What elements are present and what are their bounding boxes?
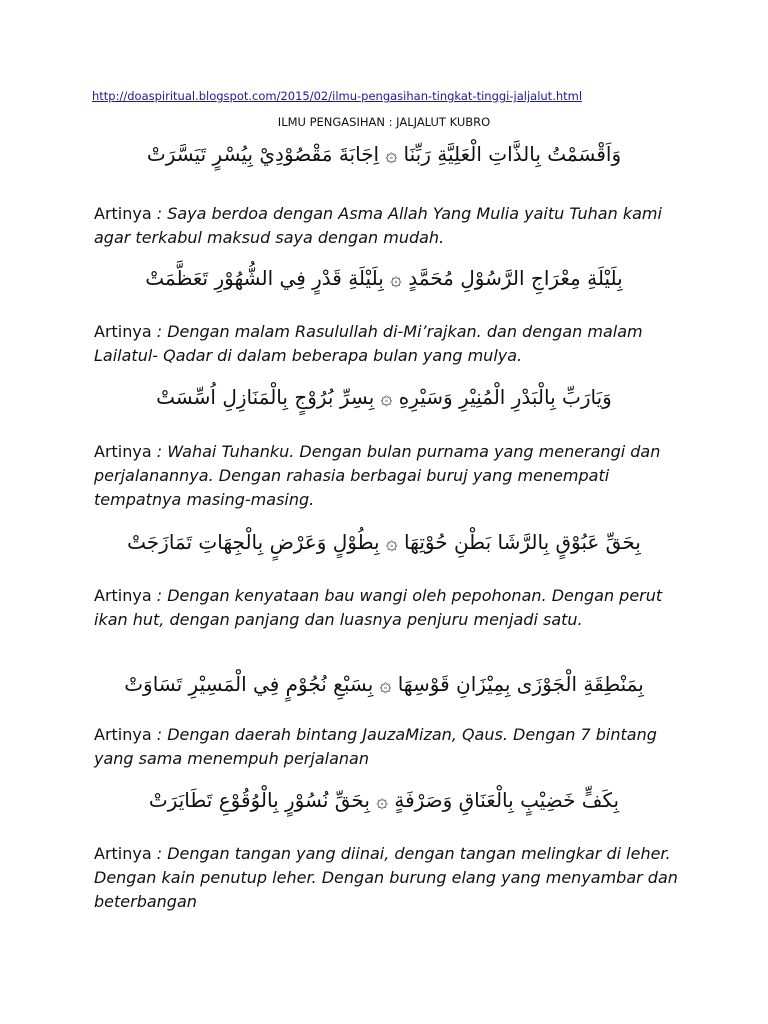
translation-text: : Saya berdoa dengan Asma Allah Yang Mulia yaitu Tuhan kami agar terkabul maksud saya dengan mudah.	[94, 204, 662, 247]
translation-3	[94, 440, 684, 512]
artinya-label: Artinya	[94, 322, 152, 341]
artinya-label: Artinya	[94, 442, 152, 461]
arabic-verse-2: بِلَيْلَةِ مِعْرَاجِ الرَّسُوْلِ مُحَمَّدٍ ۞ بِلَيْلَةِ قَدْرٍ فِي الشُّهُوْرِ تَعَظَّمَتْ	[145, 266, 623, 290]
arabic-verse-4: بِحَقِّ عَبُوْقٍ بِالرَّشَا بَطْنِ حُوْتِهَا ۞ بِطُوْلٍ وَعَرْضٍ بِالْجِهَاتِ تَمَازَجَتْ	[127, 530, 641, 554]
document-title: ILMU PENGASIHAN : JALJALUT KUBRO	[277, 115, 491, 129]
artinya-label: Artinya	[94, 725, 152, 744]
translation-1	[94, 202, 684, 250]
artinya-label: Artinya	[94, 204, 152, 223]
translation-text: : Dengan malam Rasulullah di-Mi’rajkan. dan dengan malam Lailatul- Qadar di dalam beberapa bulan yang mulya.	[94, 322, 643, 365]
translation-text: : Wahai Tuhanku. Dengan bulan purnama yang menerangi dan perjalanannya. Dengan rahasia berbagai buruj yang menempati tempatnya masing-masing.	[94, 442, 661, 509]
translation-6	[94, 842, 684, 914]
translation-text: : Dengan daerah bintang JauzaMizan, Qaus. Dengan 7 bintang yang sama menempuh perjalanan	[94, 725, 657, 768]
translation-5	[94, 723, 684, 771]
arabic-verse-5: بِمَنْطِقَةِ الْجَوْزَى بِمِيْزَانِ قَوْسِهَا ۞ بِسَبْعِ نُجُوْمٍ فِي الْمَسِيْرِ تَسَاوَتْ	[124, 672, 644, 696]
artinya-label: Artinya	[94, 844, 152, 863]
translation-text: : Dengan tangan yang diinai, dengan tangan melingkar di leher. Dengan kain penutup leher. Dengan burung elang yang menyambar dan beterbangan	[94, 844, 678, 911]
translation-text: : Dengan kenyataan bau wangi oleh pepohonan. Dengan perut ikan hut, dengan panjang dan luasnya penjuru menjadi satu.	[94, 586, 663, 629]
arabic-verse-6: بِكَفٍّ خَضِيْبٍ بِالْعَنَاقِ وَصَرْفَةٍ ۞ بِحَقِّ نُسُوْرٍ بِالْوُقُوْعِ تَطَايَرَتْ	[148, 788, 620, 812]
translation-4	[94, 584, 684, 632]
artinya-label: Artinya	[94, 586, 152, 605]
translation-2	[94, 320, 684, 368]
arabic-verse-1: وَاَقْسَمْتُ بِالذَّاتِ الْعَلِيَّةِ رَبِّنَا ۞ اِجَابَةَ مَقْصُوْدِيْ بِيُسْرٍ تَيَسَّرَتْ	[146, 142, 622, 166]
source-link[interactable]: http://doaspiritual.blogspot.com/2015/02/ilmu-pengasihan-tingkat-tinggi-jaljalut.html	[92, 89, 583, 103]
arabic-verse-3: وَيَارَبِّ بِالْبَدْرِ الْمُنِيْرِ وَسَيْرِهِ ۞ بِسِرِّ بُرُوْجٍ بِالْمَنَازِلِ اُسِّسَتْ	[156, 385, 612, 409]
